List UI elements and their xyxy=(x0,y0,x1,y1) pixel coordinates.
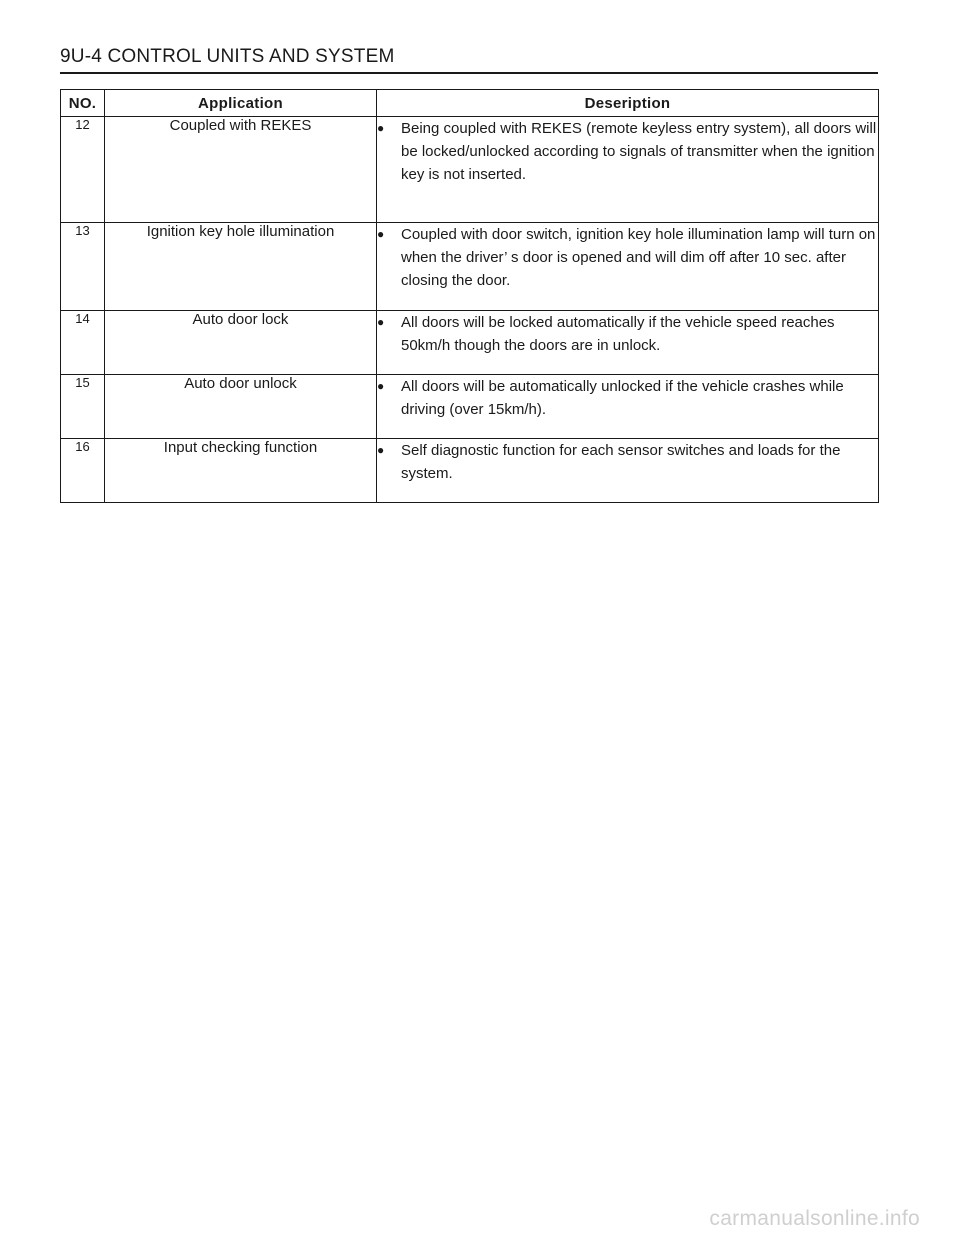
description-text: All doors will be locked automatically if the vehicle speed reaches 50km/h though the doors are in unlock. xyxy=(401,314,835,354)
row-number: 12 xyxy=(61,117,105,223)
column-header-no: NO. xyxy=(61,90,105,117)
description-text: Self diagnostic function for each sensor switches and loads for the system. xyxy=(401,442,841,482)
header-rule xyxy=(60,72,878,74)
table-row xyxy=(61,439,879,503)
table-row xyxy=(61,223,879,311)
bullet-icon: ● xyxy=(377,121,385,135)
row-description xyxy=(377,375,879,439)
row-application: Input checking function xyxy=(105,439,377,503)
description-text: All doors will be automatically unlocked if the vehicle crashes while driving (over 15km/h). xyxy=(401,378,844,418)
table-row xyxy=(61,311,879,375)
description-text: Coupled with door switch, ignition key hole illumination lamp will turn on when the driver’ s door is opened and will dim off after 10 sec. after closing the door. xyxy=(401,226,876,289)
row-application: Auto door lock xyxy=(105,311,377,375)
bullet-icon: ● xyxy=(377,227,385,241)
page-header xyxy=(60,46,878,72)
table-row xyxy=(61,117,879,223)
column-header-application: Application xyxy=(105,90,377,117)
row-description xyxy=(377,439,879,503)
column-header-description: Deseription xyxy=(377,90,879,117)
row-number: 15 xyxy=(61,375,105,439)
watermark: carmanualsonline.info xyxy=(709,1207,920,1230)
page-title: 9U-4 CONTROL UNITS AND SYSTEM xyxy=(60,46,395,67)
table-header-row xyxy=(61,90,879,117)
description-text: Being coupled with REKES (remote keyless entry system), all doors will be locked/unlocked according to signals of transmitter when the ignition key is not inserted. xyxy=(401,120,877,183)
row-description xyxy=(377,117,879,223)
row-description xyxy=(377,223,879,311)
row-number: 14 xyxy=(61,311,105,375)
table-row xyxy=(61,375,879,439)
control-functions-table xyxy=(60,89,879,503)
row-application: Coupled with REKES xyxy=(105,117,377,223)
bullet-icon: ● xyxy=(377,315,385,329)
row-number: 16 xyxy=(61,439,105,503)
row-application: Ignition key hole illumination xyxy=(105,223,377,311)
bullet-icon: ● xyxy=(377,379,385,393)
row-number: 13 xyxy=(61,223,105,311)
bullet-icon: ● xyxy=(377,443,385,457)
row-application: Auto door unlock xyxy=(105,375,377,439)
row-description xyxy=(377,311,879,375)
